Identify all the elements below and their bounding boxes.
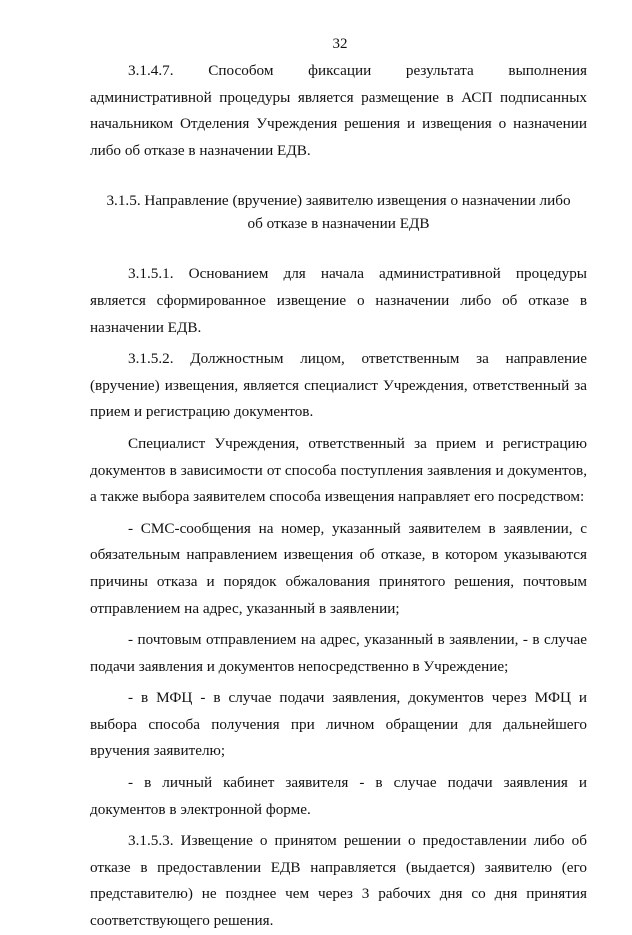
list-item-personal-account: - в личный кабинет заявителя - в случае подачи заявления и документов в электронной форме.	[90, 774, 587, 818]
list-item-post: - почтовым отправлением на адрес, указанный в заявлении, - в случае подачи заявления и документов непосредственно в Учреждение;	[90, 631, 587, 675]
section-heading-line-1: 3.1.5. Направление (вручение) заявителю извещения о назначении либо	[106, 192, 571, 210]
paragraph-3-1-5-2: 3.1.5.2. Должностным лицом, ответственным за направление (вручение) извещения, является специалист Учреждения, ответственный за прием и регистрацию документов.	[90, 350, 587, 421]
list-item-mfc: - в МФЦ - в случае подачи заявления, документов через МФЦ и выбора способа получения при личном обращении для дальнейшего вручения заявителю;	[90, 689, 587, 760]
paragraph-specialist: Специалист Учреждения, ответственный за прием и регистрацию документов в зависимости от способа поступления заявления и документов, а также выбора заявителем способа извещения направляет его посредством:	[90, 434, 587, 506]
section-heading-line-2: об отказе в назначении ЕДВ	[247, 215, 430, 233]
section-heading-3-1-5	[90, 189, 587, 235]
list-item-sms: - СМС-сообщения на номер, указанный заявителем в заявлении, с обязательным направлением извещения об отказе, в котором указываются причины отказа и порядок обжалования принятого решения, почтовым отправлением на адрес, указанный в заявлении;	[90, 519, 587, 617]
paragraph-3-1-4-7: 3.1.4.7. Способом фиксации результата выполнения административной процедуры является размещение в АСП подписанных начальником Отделения Учреждения решения и извещения о назначении либо об отказе в назначении ЕДВ.	[90, 62, 587, 159]
document-body	[90, 58, 587, 935]
paragraph-3-1-5-3: 3.1.5.3. Извещение о принятом решении о предоставлении либо об отказе в предоставлении ЕДВ направляется (выдается) заявителю (его представителю) не позднее чем через 3 рабочих дня со дня принятия соответствующего решения.	[90, 832, 587, 930]
page-number: 32	[332, 36, 348, 52]
paragraph-3-1-5-1: 3.1.5.1. Основанием для начала административной процедуры является сформированное извещение о назначении либо об отказе в назначении ЕДВ.	[90, 265, 587, 336]
